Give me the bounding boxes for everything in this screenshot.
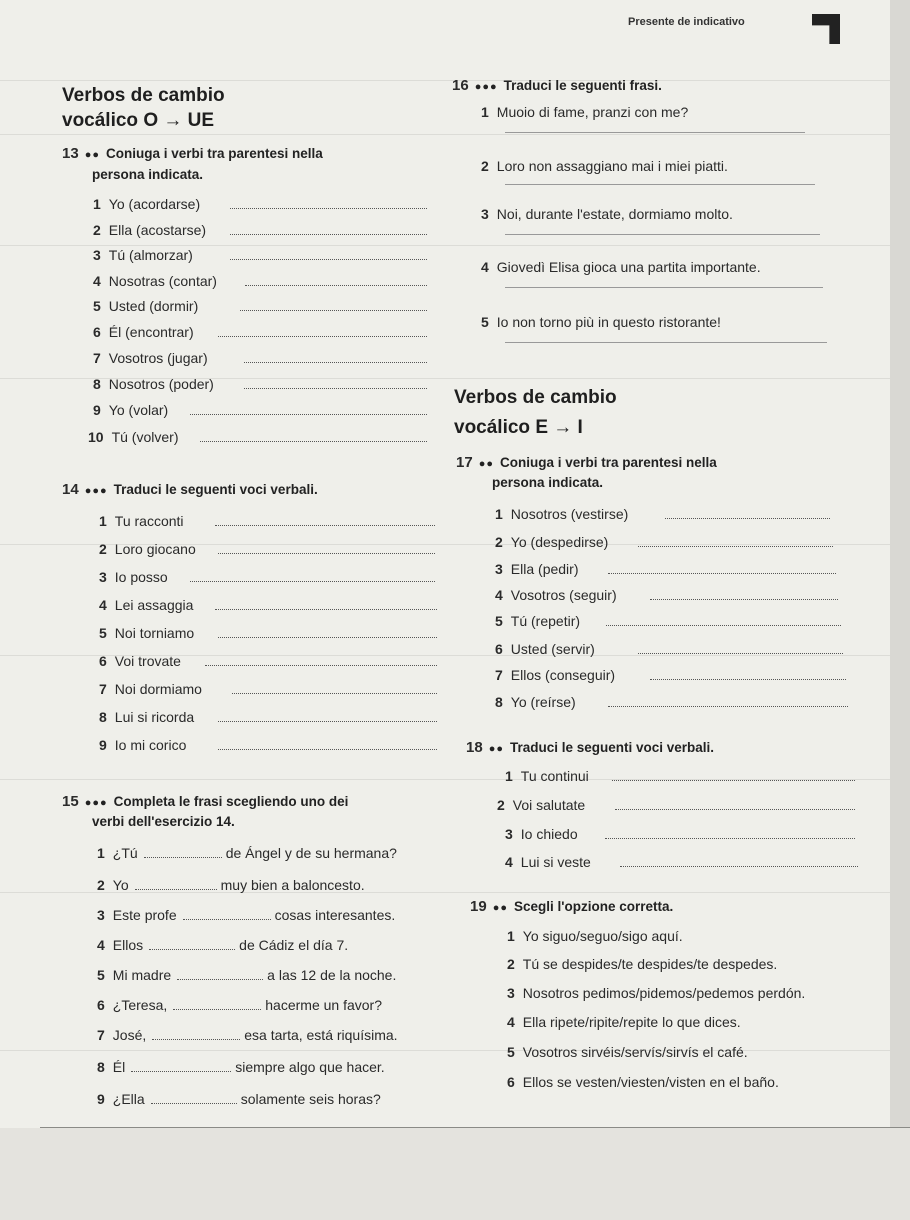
- list-item: 5 Tú (repetir): [495, 613, 581, 629]
- answer-line[interactable]: [215, 525, 435, 526]
- list-item: 4 Lui si veste: [505, 854, 591, 870]
- list-item: 7 Ellos (conseguir): [495, 667, 616, 683]
- exercise-19-instruction: 19 ●● Scegli l'opzione corretta.: [470, 898, 674, 915]
- exercise-14-instruction: 14 ●●● Traduci le seguenti voci verbali.: [62, 481, 318, 498]
- answer-line[interactable]: [505, 287, 823, 288]
- answer-line[interactable]: [200, 441, 427, 442]
- answer-line[interactable]: [244, 388, 427, 389]
- answer-line[interactable]: [638, 546, 833, 547]
- answer-blank[interactable]: [151, 1091, 237, 1104]
- answer-line[interactable]: [218, 721, 437, 722]
- list-item: 2 Loro giocano: [99, 541, 196, 557]
- answer-line[interactable]: [230, 208, 427, 209]
- answer-line[interactable]: [230, 234, 427, 235]
- section-title: Verbos de cambio: [454, 387, 617, 408]
- page-bottom-shadow: [0, 1128, 910, 1220]
- list-item: 5 Noi torniamo: [99, 625, 195, 641]
- exercise-13-instruction: 13 ●● Coniuga i verbi tra parentesi nella: [62, 145, 323, 162]
- answer-line[interactable]: [218, 749, 437, 750]
- list-item: 5 Mi madre a las 12 de la noche.: [97, 967, 397, 983]
- answer-line[interactable]: [650, 679, 846, 680]
- answer-line[interactable]: [230, 259, 427, 260]
- answer-blank[interactable]: [149, 937, 235, 950]
- list-item: 6 ¿Teresa, hacerme un favor?: [97, 997, 382, 1013]
- exercise-16-instruction: 16 ●●● Traduci le seguenti frasi.: [452, 77, 662, 94]
- list-item: 8 Nosotros (poder): [93, 376, 214, 392]
- list-item: 3 Este profe cosas interesantes.: [97, 907, 396, 923]
- list-item: 4 Giovedì Elisa gioca una partita importante.: [481, 259, 761, 275]
- list-item: 9 Yo (volar): [93, 402, 169, 418]
- answer-line[interactable]: [615, 809, 855, 810]
- list-item: 2 Ella (acostarse): [93, 222, 207, 238]
- list-item: 4 Nosotras (contar): [93, 273, 217, 289]
- answer-line[interactable]: [650, 599, 838, 600]
- answer-line[interactable]: [218, 553, 435, 554]
- list-item: 6 Ellos se vesten/viesten/visten en el baño.: [507, 1074, 779, 1090]
- answer-line[interactable]: [232, 693, 437, 694]
- list-item: 6 Usted (servir): [495, 641, 595, 657]
- list-item: 1 ¿Tú de Ángel y de su hermana?: [97, 845, 397, 861]
- list-item: 1 Tu continui: [505, 768, 589, 784]
- list-item: 3 Io posso: [99, 569, 168, 585]
- answer-blank[interactable]: [173, 997, 261, 1010]
- list-item: 7 Vosotros (jugar): [93, 350, 208, 366]
- answer-line[interactable]: [190, 414, 427, 415]
- list-item: 3 Tú (almorzar): [93, 247, 193, 263]
- answer-line[interactable]: [215, 609, 437, 610]
- answer-line[interactable]: [505, 234, 820, 235]
- list-item: 5 Usted (dormir): [93, 298, 199, 314]
- answer-line[interactable]: [218, 336, 427, 337]
- list-item: 5 Vosotros sirvéis/servís/sirvís el café.: [507, 1044, 748, 1060]
- answer-blank[interactable]: [177, 967, 263, 980]
- section-title: Verbos de cambio: [62, 85, 225, 106]
- list-item: 3 Io chiedo: [505, 826, 578, 842]
- list-item: 7 Noi dormiamo: [99, 681, 202, 697]
- list-item: 4 Vosotros (seguir): [495, 587, 617, 603]
- answer-line[interactable]: [240, 310, 427, 311]
- list-item: 2 Voi salutate: [497, 797, 586, 813]
- list-item: 3 Noi, durante l'estate, dormiamo molto.: [481, 206, 733, 222]
- list-item: 4 Ellos de Cádiz el día 7.: [97, 937, 349, 953]
- answer-line[interactable]: [620, 866, 858, 867]
- exercise-18-instruction: 18 ●● Traduci le seguenti voci verbali.: [466, 739, 715, 756]
- list-item: 1 Tu racconti: [99, 513, 184, 529]
- answer-line[interactable]: [205, 665, 437, 666]
- list-item: 3 Ella (pedir): [495, 561, 579, 577]
- list-item: 1 Nosotros (vestirse): [495, 506, 629, 522]
- list-item: 6 Voi trovate: [99, 653, 181, 669]
- answer-line[interactable]: [245, 285, 427, 286]
- list-item: 8 Yo (reírse): [495, 694, 576, 710]
- exercise-17-instruction: 17 ●● Coniuga i verbi tra parentesi nella: [456, 454, 717, 471]
- list-item: 1 Yo (acordarse): [93, 196, 201, 212]
- answer-blank[interactable]: [144, 845, 222, 858]
- list-item: 9 Io mi corico: [99, 737, 187, 753]
- exercise-13-instruction: persona indicata.: [92, 167, 204, 182]
- section-title: vocálico O → UE: [62, 110, 215, 131]
- list-item: 5 Io non torno più in questo ristorante!: [481, 314, 721, 330]
- list-item: 3 Nosotros pedimos/pidemos/pedemos perdón.: [507, 985, 806, 1001]
- exercise-15-instruction: 15 ●●● Completa le frasi scegliendo uno dei: [62, 793, 349, 810]
- answer-blank[interactable]: [131, 1059, 231, 1072]
- answer-blank[interactable]: [152, 1027, 240, 1040]
- answer-blank[interactable]: [183, 907, 271, 920]
- answer-line[interactable]: [218, 637, 437, 638]
- page-header: Presente de indicativo: [628, 16, 745, 28]
- exercise-17-instruction: persona indicata.: [492, 475, 604, 490]
- list-item: 4 Ella ripete/ripite/repite lo que dices.: [507, 1014, 741, 1030]
- answer-line[interactable]: [608, 706, 848, 707]
- list-item: 2 Yo (despedirse): [495, 534, 609, 550]
- answer-line[interactable]: [505, 132, 805, 133]
- answer-line[interactable]: [190, 581, 435, 582]
- answer-line[interactable]: [505, 184, 815, 185]
- answer-line[interactable]: [638, 653, 843, 654]
- section-title: vocálico E → I: [454, 417, 583, 438]
- list-item: 1 Yo siguo/seguo/sigo aquí.: [507, 928, 683, 944]
- list-item: 2 Tú se despides/te despides/te despedes.: [507, 956, 778, 972]
- answer-line[interactable]: [244, 362, 427, 363]
- answer-line[interactable]: [606, 625, 841, 626]
- answer-line[interactable]: [665, 518, 830, 519]
- list-item: 10 Tú (volver): [88, 429, 179, 445]
- list-item: 6 Él (encontrar): [93, 324, 194, 340]
- list-item: 4 Lei assaggia: [99, 597, 194, 613]
- list-item: 9 ¿Ella solamente seis horas?: [97, 1091, 381, 1107]
- list-item: 8 Lui si ricorda: [99, 709, 195, 725]
- list-item: 7 José, esa tarta, está riquísima.: [97, 1027, 398, 1043]
- exercise-15-instruction: verbi dell'esercizio 14.: [92, 814, 235, 829]
- list-item: 2 Yo muy bien a baloncesto.: [97, 877, 365, 893]
- answer-line[interactable]: [608, 573, 836, 574]
- answer-blank[interactable]: [135, 877, 217, 890]
- list-item: 2 Loro non assaggiano mai i miei piatti.: [481, 158, 728, 174]
- answer-line[interactable]: [605, 838, 855, 839]
- list-item: 8 Él siempre algo que hacer.: [97, 1059, 385, 1075]
- answer-line[interactable]: [505, 342, 827, 343]
- list-item: 1 Muoio di fame, pranzi con me?: [481, 104, 689, 120]
- answer-line[interactable]: [612, 780, 855, 781]
